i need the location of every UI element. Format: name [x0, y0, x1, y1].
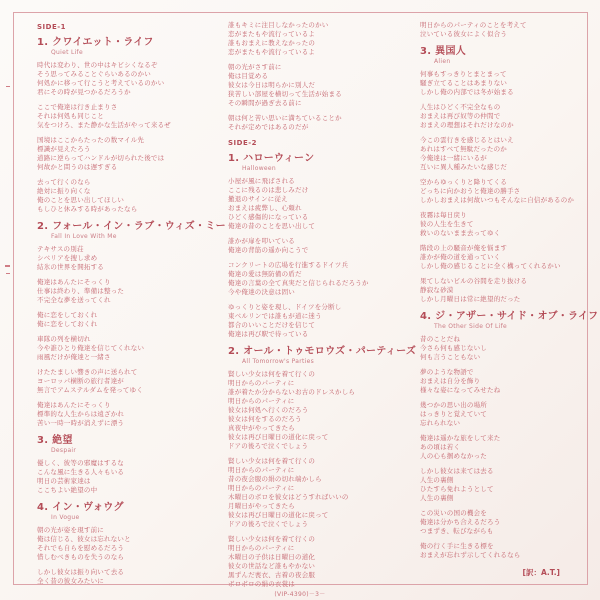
lyric-line: 明日からのパーティに [228, 466, 295, 474]
song-title: 4. イン・ヴォウグ [37, 502, 124, 513]
stanza [228, 261, 414, 297]
lyric-line: 車隊の列を横切れ [37, 335, 91, 343]
lyric-line: しかし俺の内部では冬が始まる [420, 88, 514, 96]
scan-artifact [6, 86, 10, 87]
lyric-line: けたたましい響きの声に送られて [37, 368, 138, 376]
lyric-line: 俺達の言葉の全て真実だと信じられるだろうか [228, 279, 369, 287]
stanza [37, 61, 219, 97]
stanza [228, 114, 414, 132]
lyric-line: 今さら何も感じないし [420, 344, 487, 352]
lyric-line: ひたすら免れようとして [420, 485, 494, 493]
stanza [228, 177, 414, 231]
lyric-line: 人生の裏側 [420, 476, 454, 484]
lyric-line: 俺達はあんたにそっくり [37, 278, 111, 286]
lyric-line: 明日からのパーティのことを考えて [420, 21, 527, 29]
stanza [228, 237, 414, 255]
lyric-line: あれはすべて無駄だったのか [420, 145, 507, 153]
stanza [228, 535, 414, 589]
lyric-line: 明日からのパーティに [228, 484, 295, 492]
stanza [420, 211, 592, 238]
stanza [420, 178, 592, 205]
song-title: 1. クワイエット・ライフ [37, 37, 154, 48]
lyric-line: 何事もすっきりとまとまって [420, 70, 507, 78]
lyric-line: 夜霧は毎日戻り [420, 211, 467, 219]
lyric-line: おまえは再び奴等の仲間で [420, 112, 501, 120]
lyric-line: それが定めではあるのだが [228, 123, 309, 131]
lyric-line: 果てしないビルの谷間を走り抜ける [420, 277, 528, 285]
song-subtitle: All Tomorrow's Parties [242, 358, 315, 365]
song-title: 1. ハローウィーン [228, 153, 315, 164]
lyric-line: ここちよい絶望の中 [37, 486, 98, 494]
lyric-line: 雨風だけが俺達と一緒さ [37, 353, 111, 361]
lyric-line: 人の心も掴めなかった [420, 452, 487, 460]
lyric-line: 賢しい少女は何を着て行くの [228, 370, 316, 378]
lyric-line: 気をつけろ、また静かな生活がやって来るぜ [37, 121, 171, 129]
lyric-line: その瞬間が過ぎ去る前に [228, 99, 302, 107]
song-subtitle: The Other Side Of Life [434, 323, 508, 330]
lyric-line: 誰もキミに注目しなかったのかい [228, 21, 329, 29]
lyric-line: 恋がまたもや流行っているよ [228, 30, 316, 38]
lyric-line: 誰もおまえに教えなかったの [228, 39, 316, 47]
lyric-line: はっきりと覚えていて [420, 410, 487, 418]
lyric-line: 誰かが俺の道を通っていく [420, 253, 501, 261]
lyric-line: しかし月曜日は常に絶望的だった [420, 295, 521, 303]
lyric-line: 彼の人生を生きて [420, 220, 474, 228]
lyric-line: 彼女は何をするのだろう [228, 415, 302, 423]
lyric-line: 様々な姿になってみせたね [420, 386, 501, 394]
lyric-line: 今俺達は一緒にいるが [420, 154, 487, 162]
lyric-line: ゆっくりと姿を現し、ドイツを分断し [228, 303, 342, 311]
stanza [37, 136, 219, 172]
stanza [228, 21, 414, 57]
stanza [37, 311, 219, 329]
lyric-line: 俺に恋をしておくれ [37, 311, 98, 319]
song-title: 3. 絶望 [37, 435, 73, 446]
lyric-line: 幾つかの思い出の場所 [420, 401, 487, 409]
stanza [37, 278, 219, 305]
lyric-line: 不完全な夢を送ってくれ [37, 296, 111, 304]
song-title: 3. 異国人 [420, 46, 467, 57]
lyric-line: 何処かに移って行こうと考えているのかい [37, 79, 165, 87]
stanza [37, 335, 219, 362]
lyric-line: 恋がまたもや流行っているよ [228, 48, 316, 56]
lyric-line: 俺に恋をしておくれ [37, 320, 98, 328]
lyric-line: 今この雲行きを感じるとはいえ [420, 136, 514, 144]
stanza [37, 245, 219, 272]
stanza [37, 459, 219, 495]
lyric-line: 俺のことを思い出してほしい [37, 196, 125, 204]
lyric-line: 騒ぎ立てることはあまりない [420, 79, 508, 87]
lyric-line: つまずき、転びながらも [420, 527, 494, 535]
lyric-line: どっちに向かおうと俺達の勝手さ [420, 187, 521, 195]
lyric-line: 空からゆっくりと降りてくる [420, 178, 508, 186]
stanza [228, 370, 414, 451]
stanza [420, 136, 592, 172]
side-label: SIDE-1 [37, 23, 67, 31]
lyric-line: 真夜中がやってきたら [228, 424, 295, 432]
lyric-line: 絶対に振り向くな [37, 187, 91, 195]
lyric-line: 道路に逆らってハンドルが切られた後では [37, 154, 165, 162]
song-subtitle: Halloween [242, 165, 276, 172]
lyric-line: 賢しい少女は何を着て行くの [228, 457, 316, 465]
lyric-line: 無言でアムステルダムを発ってゆく [37, 386, 144, 394]
stanza [420, 103, 592, 130]
lyric-line: 静寂な砂漠 [420, 286, 454, 294]
stanza [37, 568, 219, 586]
stanza [420, 542, 592, 560]
lyric-line: 人生はひどく不完全なもの [420, 103, 501, 111]
lyric-line: 明日の芸術家達は [37, 477, 91, 485]
lyric-line: 彼女は再び日曜日の道化に戻って [228, 433, 329, 441]
lyric-line: 誰が着たか分からないお古のドレスかしら [228, 388, 356, 396]
lyric-line: 時代は変わり、世の中はキビシくなるぞ [37, 61, 158, 69]
lyric-line: 標準的な人生からは遠ざかれ [37, 410, 125, 418]
lyric-line: 標識が見えたろう [37, 145, 91, 153]
lyric-line: 仕事は終わり、準備は整った [37, 287, 125, 295]
lyric-line: 泣いている彼女によく似合う [420, 30, 508, 38]
scan-artifact [5, 265, 10, 267]
lyric-line: コンクリートの広場を行進するドイツ兵 [228, 261, 349, 269]
lyric-line: 惜しむべきものを失うのなら [37, 553, 125, 561]
lyric-line: 彼女は何処へ行くのだろう [228, 406, 309, 414]
stanza [228, 63, 414, 108]
lyric-line: しかし俺の感じることに全く構ってくれるかい [420, 262, 561, 270]
lyric-line: ドアの後ろで泣くでしょう [228, 442, 309, 450]
lyric-line: 今や誰ひとり俺達を信じてくれない [37, 344, 145, 352]
lyric-line: 朝の光が姿を現す前に [37, 526, 104, 534]
lyric-line: 苦い一時一時が消えずに漂う [37, 419, 125, 427]
lyric-line: 結氷の世界を開拓する [37, 263, 104, 271]
song-subtitle: Despair [51, 447, 77, 454]
lyric-line: ここに残るのは悲しみだけ [228, 186, 309, 194]
lyric-line: 国境はここからたったの数マイル先 [37, 136, 145, 144]
lyric-line: 木曜日のボロを彼女はどうすればいいの [228, 493, 349, 501]
lyric-line: 去って行くのなら [37, 178, 91, 186]
stanza [228, 303, 414, 339]
lyric-line: この災いの国の機会を [420, 509, 487, 517]
song-title: 4. ジ・アザー・サイド・オブ・ライフ [420, 311, 599, 322]
stanza [420, 244, 592, 271]
stanza [420, 467, 592, 503]
lyric-line: おまえは自分を飾り [420, 377, 481, 385]
lyric-line: 俺達の背筋の遥か向こうで [228, 246, 309, 254]
lyric-line: あの頃は若く [420, 443, 461, 451]
lyric-line: 誰かが扉を叩いている [228, 237, 295, 245]
lyric-line: 優しく、彼等の邪魔はするな [37, 459, 124, 467]
lyrics-column-left [37, 21, 226, 592]
lyric-line: 君にその時が見つかるだろうか [37, 88, 131, 96]
lyric-line: 彼女の世話など誰もやかない [228, 562, 316, 570]
lyric-line: 彼女は再び日曜日の道化に戻って [228, 511, 329, 519]
lyric-line: そう思ってみることぐらいあるのかい [37, 70, 151, 78]
translator-credit: [訳：A.T.] [522, 568, 560, 577]
lyric-line: 階段の上の騒音が俺を悩ます [420, 244, 508, 252]
lyric-line: 小屋が風に飛ばされる [228, 177, 295, 185]
lyric-line: 黒ずんだ喪衣、古着の夜会服 [228, 571, 316, 579]
lyric-line: ボロボロの絹の衣裳は [228, 580, 295, 588]
lyric-line: シベリアを捜し求め [37, 254, 98, 262]
lyric-line: 俺達はあんたにそっくり [37, 401, 111, 409]
lyric-line: 木曜日の子供は日曜日の道化 [228, 553, 316, 561]
side-label: SIDE-2 [228, 139, 258, 147]
stanza [420, 21, 592, 39]
stanza [420, 335, 592, 362]
stanza [228, 457, 414, 529]
lyric-line: 都合のいいことだけを信じて [228, 321, 316, 329]
lyric-line: おまえの理想はそれだけなのか [420, 121, 514, 129]
lyric-line: テキサスの別荘 [37, 245, 84, 253]
stanza [37, 401, 219, 428]
song-subtitle: Fall In Love With Me [51, 233, 117, 240]
lyric-line: 俺達は再び駅で待っている [228, 330, 309, 338]
lyric-line: 何も言うこともない [420, 353, 481, 361]
lyric-line: 賢しい少女は何を着て行くの [228, 535, 316, 543]
stanza [420, 70, 592, 97]
lyric-line: 俺達の愛は無防備の盾だ [228, 270, 302, 278]
lyric-line: もしひと休みする時があったなら [37, 205, 138, 213]
stanza [37, 178, 219, 214]
stanza [37, 103, 219, 130]
lyric-line: 昔のことだね [420, 335, 461, 343]
lyric-line: しかしおまえは何故いつもそんなに自信があるのか [420, 196, 575, 204]
stanza [420, 401, 592, 428]
song-subtitle: Quiet Life [51, 49, 83, 56]
stanza [37, 526, 219, 562]
song-title: 2. フォール・イン・ラブ・ウィズ・ミー [37, 221, 226, 232]
lyric-line: しかし彼女は来ては去る [420, 467, 494, 475]
lyric-line: 彼女は今日は明らかに別人だ [228, 81, 316, 89]
lyric-line: しかし彼女は振り向いて去る [37, 568, 125, 576]
lyric-line: それは何処も同じこと [37, 112, 104, 120]
lyric-line: 俺は目覚める [228, 72, 269, 80]
catalog-number: (VIP-4390)－3－ [274, 591, 326, 598]
song-subtitle: In Vogue [51, 514, 80, 521]
lyric-line: こんな風に生きる人々もいる [37, 468, 125, 476]
lyric-line: 全く昔の彼女みたいに [37, 577, 104, 585]
lyric-line: 撤退のサインに従え [228, 195, 288, 203]
lyric-line: 今や俺達の決意は固い [228, 288, 295, 296]
song-subtitle: Alien [434, 58, 451, 65]
lyric-line: 何故かと問うのは遅すぎる [37, 163, 118, 171]
stanza [420, 509, 592, 536]
lyric-line: 明日からのパーティに [228, 397, 295, 405]
lyric-line: 俺達の昔のことを思い出して [228, 222, 316, 230]
lyric-line: 俺達は分かち合えるだろう [420, 518, 501, 526]
lyric-line: 朝の光がさす前に [228, 63, 282, 71]
lyric-line: 俺は信じる、彼女は忘れないと [37, 535, 131, 543]
lyric-line: 明日からのパーティに [228, 544, 295, 552]
lyric-line: 朝は何と苦い思いに満ちていることか [228, 114, 342, 122]
lyric-line: ひどく感傷的になっている [228, 213, 309, 221]
lyric-line: 互いに異人種みたいな感じだ [420, 163, 508, 171]
lyric-line: 俺の行く手に生きる標を [420, 542, 494, 550]
lyric-line: 人生の裏側 [420, 494, 454, 502]
lyric-line: ヨーロッパ横断の旅行者達が [37, 377, 124, 385]
stanza [420, 368, 592, 395]
lyric-line: ドアの後ろで泣くでしょう [228, 520, 309, 528]
lyric-line: 明日からのパーティに [228, 379, 295, 387]
stanza [420, 434, 592, 461]
stanza [37, 368, 219, 395]
lyric-line: 東ベルリンでは誰もが道に迷う [228, 312, 322, 320]
lyric-line: 狭苦しい部屋を横切って生活が始まる [228, 90, 342, 98]
lyric-line: 夢のような物語で [420, 368, 474, 376]
lyric-line: 忘れられない [420, 419, 461, 427]
lyrics-column-center [228, 21, 417, 595]
lyric-line: それでも自らを慰めるだろう [37, 544, 125, 552]
stanza [420, 277, 592, 304]
lyric-line: おまえは疲弊し、心頽れ [228, 204, 302, 212]
lyric-line: 昔の夜会服の絹の切れ端かしら [228, 475, 322, 483]
lyric-line: ここで俺達は行き止まりさ [37, 103, 118, 111]
lyric-line: 救いのないまま去ってゆく [420, 229, 501, 237]
song-title: 2. オール・トゥモロウズ・パーティーズ [228, 346, 417, 357]
lyric-line: 俺達は遥かな旅をして来た [420, 434, 501, 442]
lyric-line: 月曜日がやってきたら [228, 502, 295, 510]
lyric-line: おまえが忘れず示してくれるなら [420, 551, 521, 559]
lyrics-column-right [420, 21, 599, 578]
scan-artifact [6, 273, 10, 274]
